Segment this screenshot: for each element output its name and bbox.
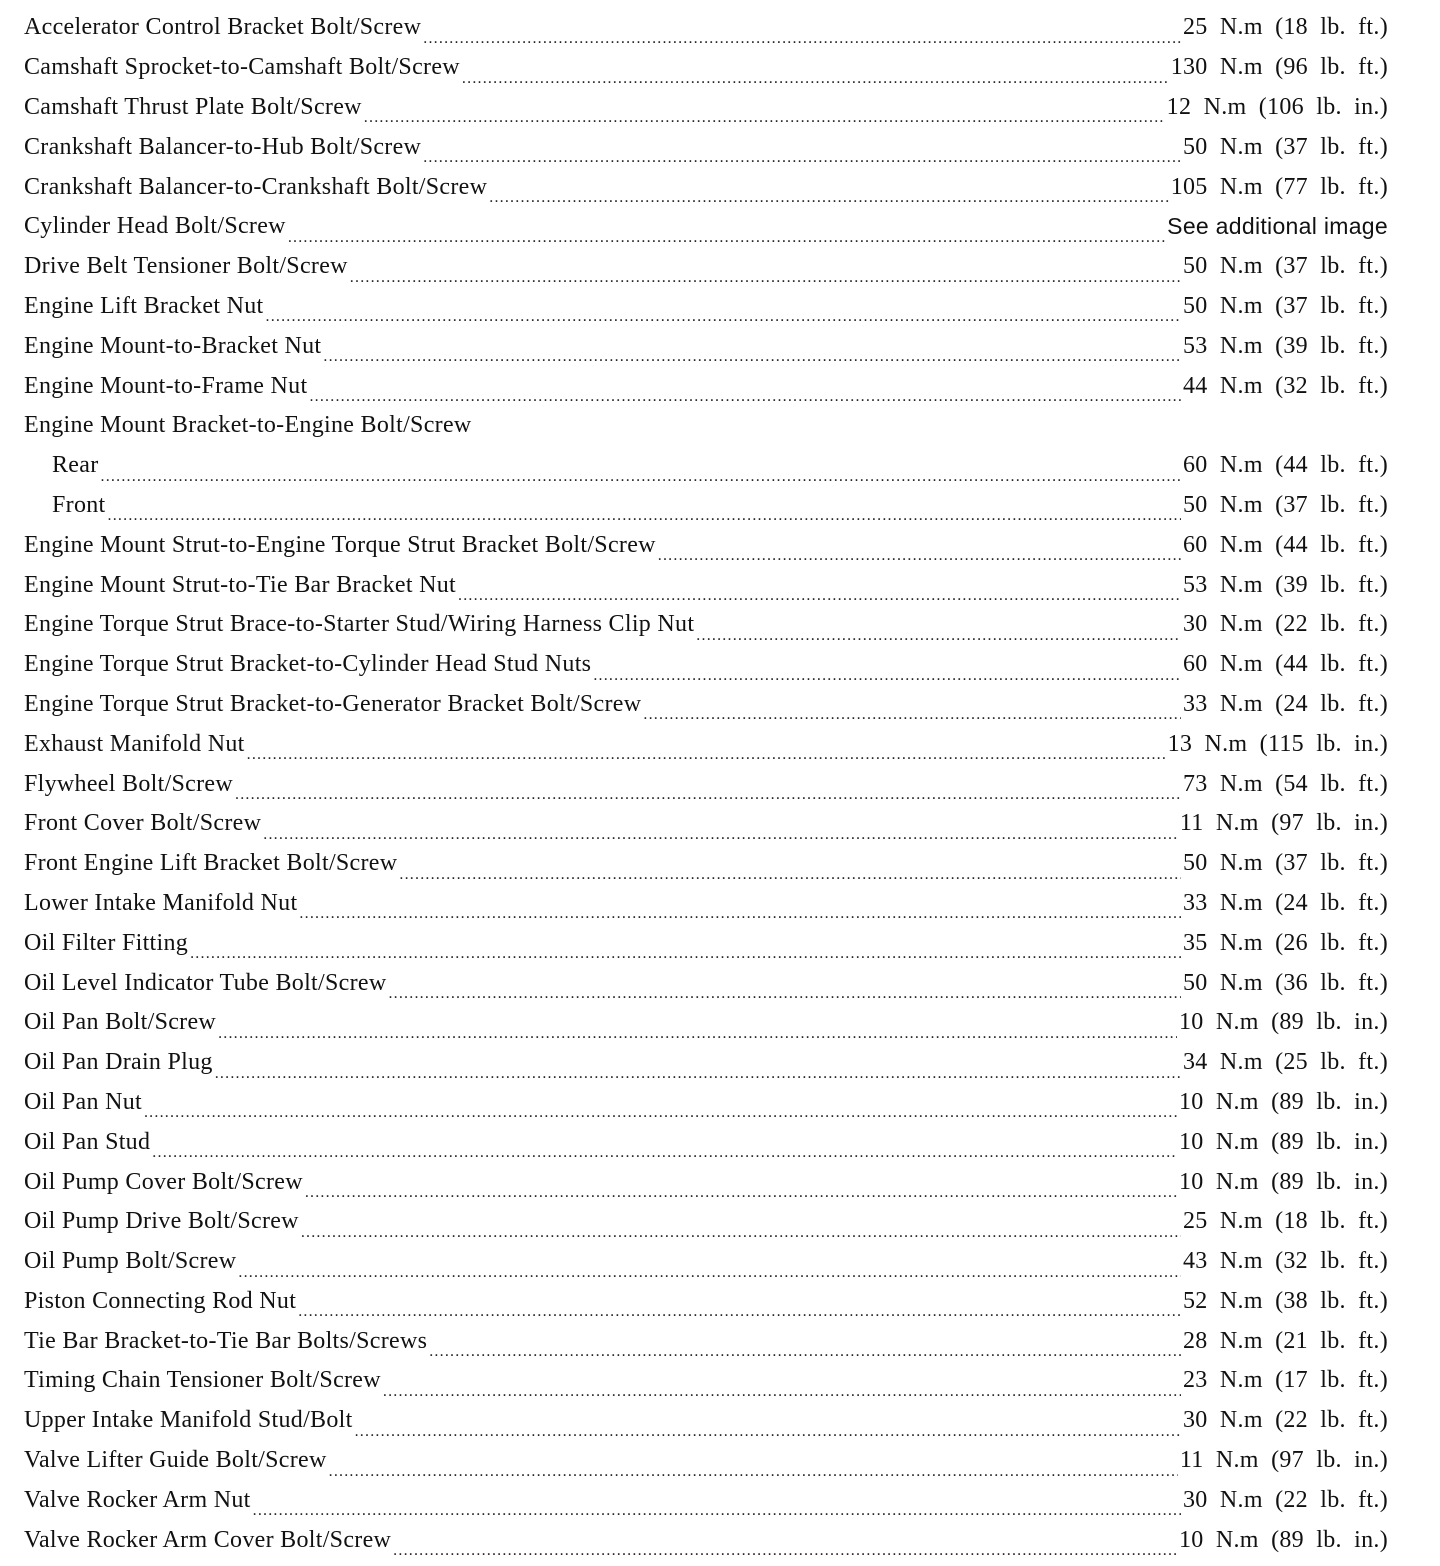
spec-value: 30 N.m (22 lb. ft.)	[1182, 611, 1388, 638]
spec-label: Valve Lifter Guide Bolt/Screw	[24, 1447, 327, 1474]
spec-label: Tie Bar Bracket-to-Tie Bar Bolts/Screws	[24, 1327, 428, 1354]
spec-group-heading	[24, 406, 1388, 446]
spec-value: 11 N.m (97 lb. in.)	[1179, 810, 1388, 837]
spec-value: 44 N.m (32 lb. ft.)	[1182, 372, 1388, 399]
spec-label: Engine Lift Bracket Nut	[24, 292, 264, 319]
spec-label: Accelerator Control Bracket Bolt/Screw	[24, 14, 422, 41]
spec-row	[24, 963, 1388, 1003]
spec-label: Engine Torque Strut Bracket-to-Generator Bracket Bolt/Screw	[24, 690, 642, 717]
spec-value: 25 N.m (18 lb. ft.)	[1182, 14, 1388, 41]
spec-value: 105 N.m (77 lb. ft.)	[1170, 173, 1388, 200]
spec-label: Oil Pan Nut	[24, 1088, 142, 1115]
dot-leader	[152, 1137, 1177, 1157]
dot-leader	[215, 1058, 1181, 1078]
spec-label: Crankshaft Balancer-to-Hub Bolt/Screw	[24, 133, 422, 160]
spec-label: Oil Level Indicator Tube Bolt/Screw	[24, 969, 387, 996]
spec-row	[24, 1242, 1388, 1282]
spec-label: Drive Belt Tensioner Bolt/Screw	[24, 253, 348, 280]
spec-row	[24, 287, 1388, 327]
spec-row	[24, 685, 1388, 725]
dot-leader	[323, 341, 1181, 361]
spec-row	[24, 1282, 1388, 1322]
spec-row-sub	[24, 486, 1388, 526]
spec-label: Oil Pan Drain Plug	[24, 1049, 213, 1076]
spec-row	[24, 565, 1388, 605]
spec-label: Front Engine Lift Bracket Bolt/Screw	[24, 850, 398, 877]
spec-row	[24, 525, 1388, 565]
dot-leader	[238, 1257, 1181, 1277]
spec-label: Lower Intake Manifold Nut	[24, 889, 298, 916]
spec-value: 10 N.m (89 lb. in.)	[1178, 1088, 1388, 1115]
spec-row	[24, 1043, 1388, 1083]
spec-label: Engine Mount Strut-to-Engine Torque Strut Bracket Bolt/Screw	[24, 531, 656, 558]
dot-leader	[489, 182, 1168, 202]
spec-row	[24, 1321, 1388, 1361]
spec-value: 50 N.m (37 lb. ft.)	[1182, 253, 1388, 280]
spec-value: 34 N.m (25 lb. ft.)	[1182, 1049, 1388, 1076]
dot-leader	[288, 222, 1165, 242]
spec-value: 43 N.m (32 lb. ft.)	[1182, 1248, 1388, 1275]
spec-value: 30 N.m (22 lb. ft.)	[1182, 1486, 1388, 1513]
spec-label: Oil Pan Stud	[24, 1128, 151, 1155]
spec-value: 33 N.m (24 lb. ft.)	[1182, 889, 1388, 916]
spec-row	[24, 923, 1388, 963]
spec-row	[24, 1480, 1388, 1520]
spec-label: Front	[52, 491, 106, 518]
spec-value: 50 N.m (37 lb. ft.)	[1182, 292, 1388, 319]
spec-label: Valve Rocker Arm Cover Bolt/Screw	[24, 1526, 392, 1553]
dot-leader	[108, 500, 1181, 520]
spec-label: Oil Filter Fitting	[24, 929, 189, 956]
dot-leader	[329, 1456, 1178, 1476]
spec-value: 35 N.m (26 lb. ft.)	[1182, 929, 1388, 956]
spec-value: 50 N.m (36 lb. ft.)	[1182, 969, 1388, 996]
dot-leader	[263, 819, 1178, 839]
dot-leader	[393, 1535, 1177, 1555]
spec-value: 10 N.m (89 lb. in.)	[1178, 1009, 1388, 1036]
spec-row	[24, 724, 1388, 764]
spec-value: 50 N.m (37 lb. ft.)	[1182, 133, 1388, 160]
spec-value: 52 N.m (38 lb. ft.)	[1182, 1287, 1388, 1314]
dot-leader	[299, 898, 1181, 918]
spec-value: 10 N.m (89 lb. in.)	[1178, 1168, 1388, 1195]
spec-label: Rear	[52, 452, 99, 479]
spec-label: Engine Torque Strut Brace-to-Starter Stud/Wiring Harness Clip Nut	[24, 611, 695, 638]
dot-leader	[696, 620, 1181, 640]
spec-label: Upper Intake Manifold Stud/Bolt	[24, 1407, 353, 1434]
dot-leader	[309, 381, 1181, 401]
dot-leader	[144, 1097, 1177, 1117]
spec-value: 30 N.m (22 lb. ft.)	[1182, 1407, 1388, 1434]
dot-leader	[423, 23, 1181, 43]
spec-row-sub	[24, 446, 1388, 486]
spec-label: Front Cover Bolt/Screw	[24, 810, 262, 837]
spec-label: Exhaust Manifold Nut	[24, 730, 245, 757]
spec-label: Oil Pan Bolt/Screw	[24, 1009, 217, 1036]
spec-value: 53 N.m (39 lb. ft.)	[1182, 571, 1388, 598]
spec-row	[24, 645, 1388, 685]
spec-value: 130 N.m (96 lb. ft.)	[1170, 54, 1388, 81]
spec-value: 33 N.m (24 lb. ft.)	[1182, 690, 1388, 717]
spec-value: 50 N.m (37 lb. ft.)	[1182, 850, 1388, 877]
spec-label: Valve Rocker Arm Nut	[24, 1486, 251, 1513]
dot-leader	[301, 1217, 1181, 1237]
spec-label: Oil Pump Drive Bolt/Screw	[24, 1208, 299, 1235]
dot-leader	[429, 1336, 1181, 1356]
spec-label: Oil Pump Cover Bolt/Screw	[24, 1168, 303, 1195]
dot-leader	[235, 779, 1181, 799]
spec-label: Engine Mount Strut-to-Tie Bar Bracket Nut	[24, 571, 457, 598]
spec-row	[24, 1401, 1388, 1441]
spec-row	[24, 326, 1388, 366]
dot-leader	[364, 102, 1165, 122]
spec-label: Crankshaft Balancer-to-Crankshaft Bolt/Screw	[24, 173, 488, 200]
spec-value: 60 N.m (44 lb. ft.)	[1182, 651, 1388, 678]
dot-leader	[190, 938, 1181, 958]
dot-leader	[305, 1177, 1177, 1197]
dot-leader	[658, 540, 1181, 560]
spec-row	[24, 1003, 1388, 1043]
dot-leader	[593, 660, 1181, 680]
spec-row	[24, 88, 1388, 128]
spec-row	[24, 1122, 1388, 1162]
dot-leader	[355, 1416, 1181, 1436]
spec-value: 25 N.m (18 lb. ft.)	[1182, 1208, 1388, 1235]
spec-row	[24, 127, 1388, 167]
dot-leader	[423, 142, 1181, 162]
spec-value: 28 N.m (21 lb. ft.)	[1182, 1327, 1388, 1354]
dot-leader	[458, 580, 1181, 600]
dot-leader	[266, 301, 1181, 321]
spec-value: 10 N.m (89 lb. in.)	[1178, 1526, 1388, 1553]
dot-leader	[218, 1018, 1177, 1038]
spec-row	[24, 8, 1388, 48]
spec-value: 12 N.m (106 lb. in.)	[1166, 93, 1388, 120]
spec-row	[24, 167, 1388, 207]
spec-label: Engine Torque Strut Bracket-to-Cylinder Head Stud Nuts	[24, 651, 592, 678]
dot-leader	[298, 1296, 1181, 1316]
spec-value: 11 N.m (97 lb. in.)	[1179, 1447, 1388, 1474]
spec-row	[24, 764, 1388, 804]
spec-label: Oil Pump Bolt/Screw	[24, 1248, 237, 1275]
spec-row	[24, 366, 1388, 406]
spec-row	[24, 804, 1388, 844]
spec-label: Engine Mount-to-Frame Nut	[24, 372, 308, 399]
spec-row	[24, 884, 1388, 924]
spec-value: 73 N.m (54 lb. ft.)	[1182, 770, 1388, 797]
dot-leader	[462, 63, 1169, 83]
spec-row	[24, 247, 1388, 287]
spec-row	[24, 207, 1388, 247]
spec-label: Timing Chain Tensioner Bolt/Screw	[24, 1367, 381, 1394]
dot-leader	[350, 262, 1181, 282]
spec-label: Camshaft Thrust Plate Bolt/Screw	[24, 93, 362, 120]
spec-label: Engine Mount-to-Bracket Nut	[24, 332, 322, 359]
spec-label: Engine Mount Bracket-to-Engine Bolt/Screw	[24, 412, 472, 439]
spec-value: 60 N.m (44 lb. ft.)	[1182, 452, 1388, 479]
spec-row	[24, 1202, 1388, 1242]
spec-row	[24, 48, 1388, 88]
spec-value: 13 N.m (115 lb. in.)	[1167, 730, 1388, 757]
spec-value: 53 N.m (39 lb. ft.)	[1182, 332, 1388, 359]
spec-value: 23 N.m (17 lb. ft.)	[1182, 1367, 1388, 1394]
spec-value: 10 N.m (89 lb. in.)	[1178, 1128, 1388, 1155]
spec-row	[24, 844, 1388, 884]
torque-spec-list	[24, 8, 1388, 1560]
spec-label: Camshaft Sprocket-to-Camshaft Bolt/Screw	[24, 54, 460, 81]
spec-row	[24, 1361, 1388, 1401]
spec-label: Piston Connecting Rod Nut	[24, 1287, 297, 1314]
spec-value: 60 N.m (44 lb. ft.)	[1182, 531, 1388, 558]
spec-label: Cylinder Head Bolt/Screw	[24, 213, 286, 240]
spec-value-see-image-note: See additional image	[1167, 213, 1388, 240]
dot-leader	[643, 699, 1181, 719]
spec-row	[24, 605, 1388, 645]
spec-label: Flywheel Bolt/Screw	[24, 770, 234, 797]
spec-row	[24, 1083, 1388, 1123]
dot-leader	[101, 461, 1181, 481]
dot-leader	[253, 1495, 1181, 1515]
spec-value: 50 N.m (37 lb. ft.)	[1182, 491, 1388, 518]
dot-leader	[388, 978, 1181, 998]
dot-leader	[383, 1376, 1181, 1396]
dot-leader	[247, 739, 1166, 759]
dot-leader	[399, 859, 1181, 879]
spec-row	[24, 1162, 1388, 1202]
spec-row	[24, 1441, 1388, 1481]
spec-row	[24, 1520, 1388, 1560]
